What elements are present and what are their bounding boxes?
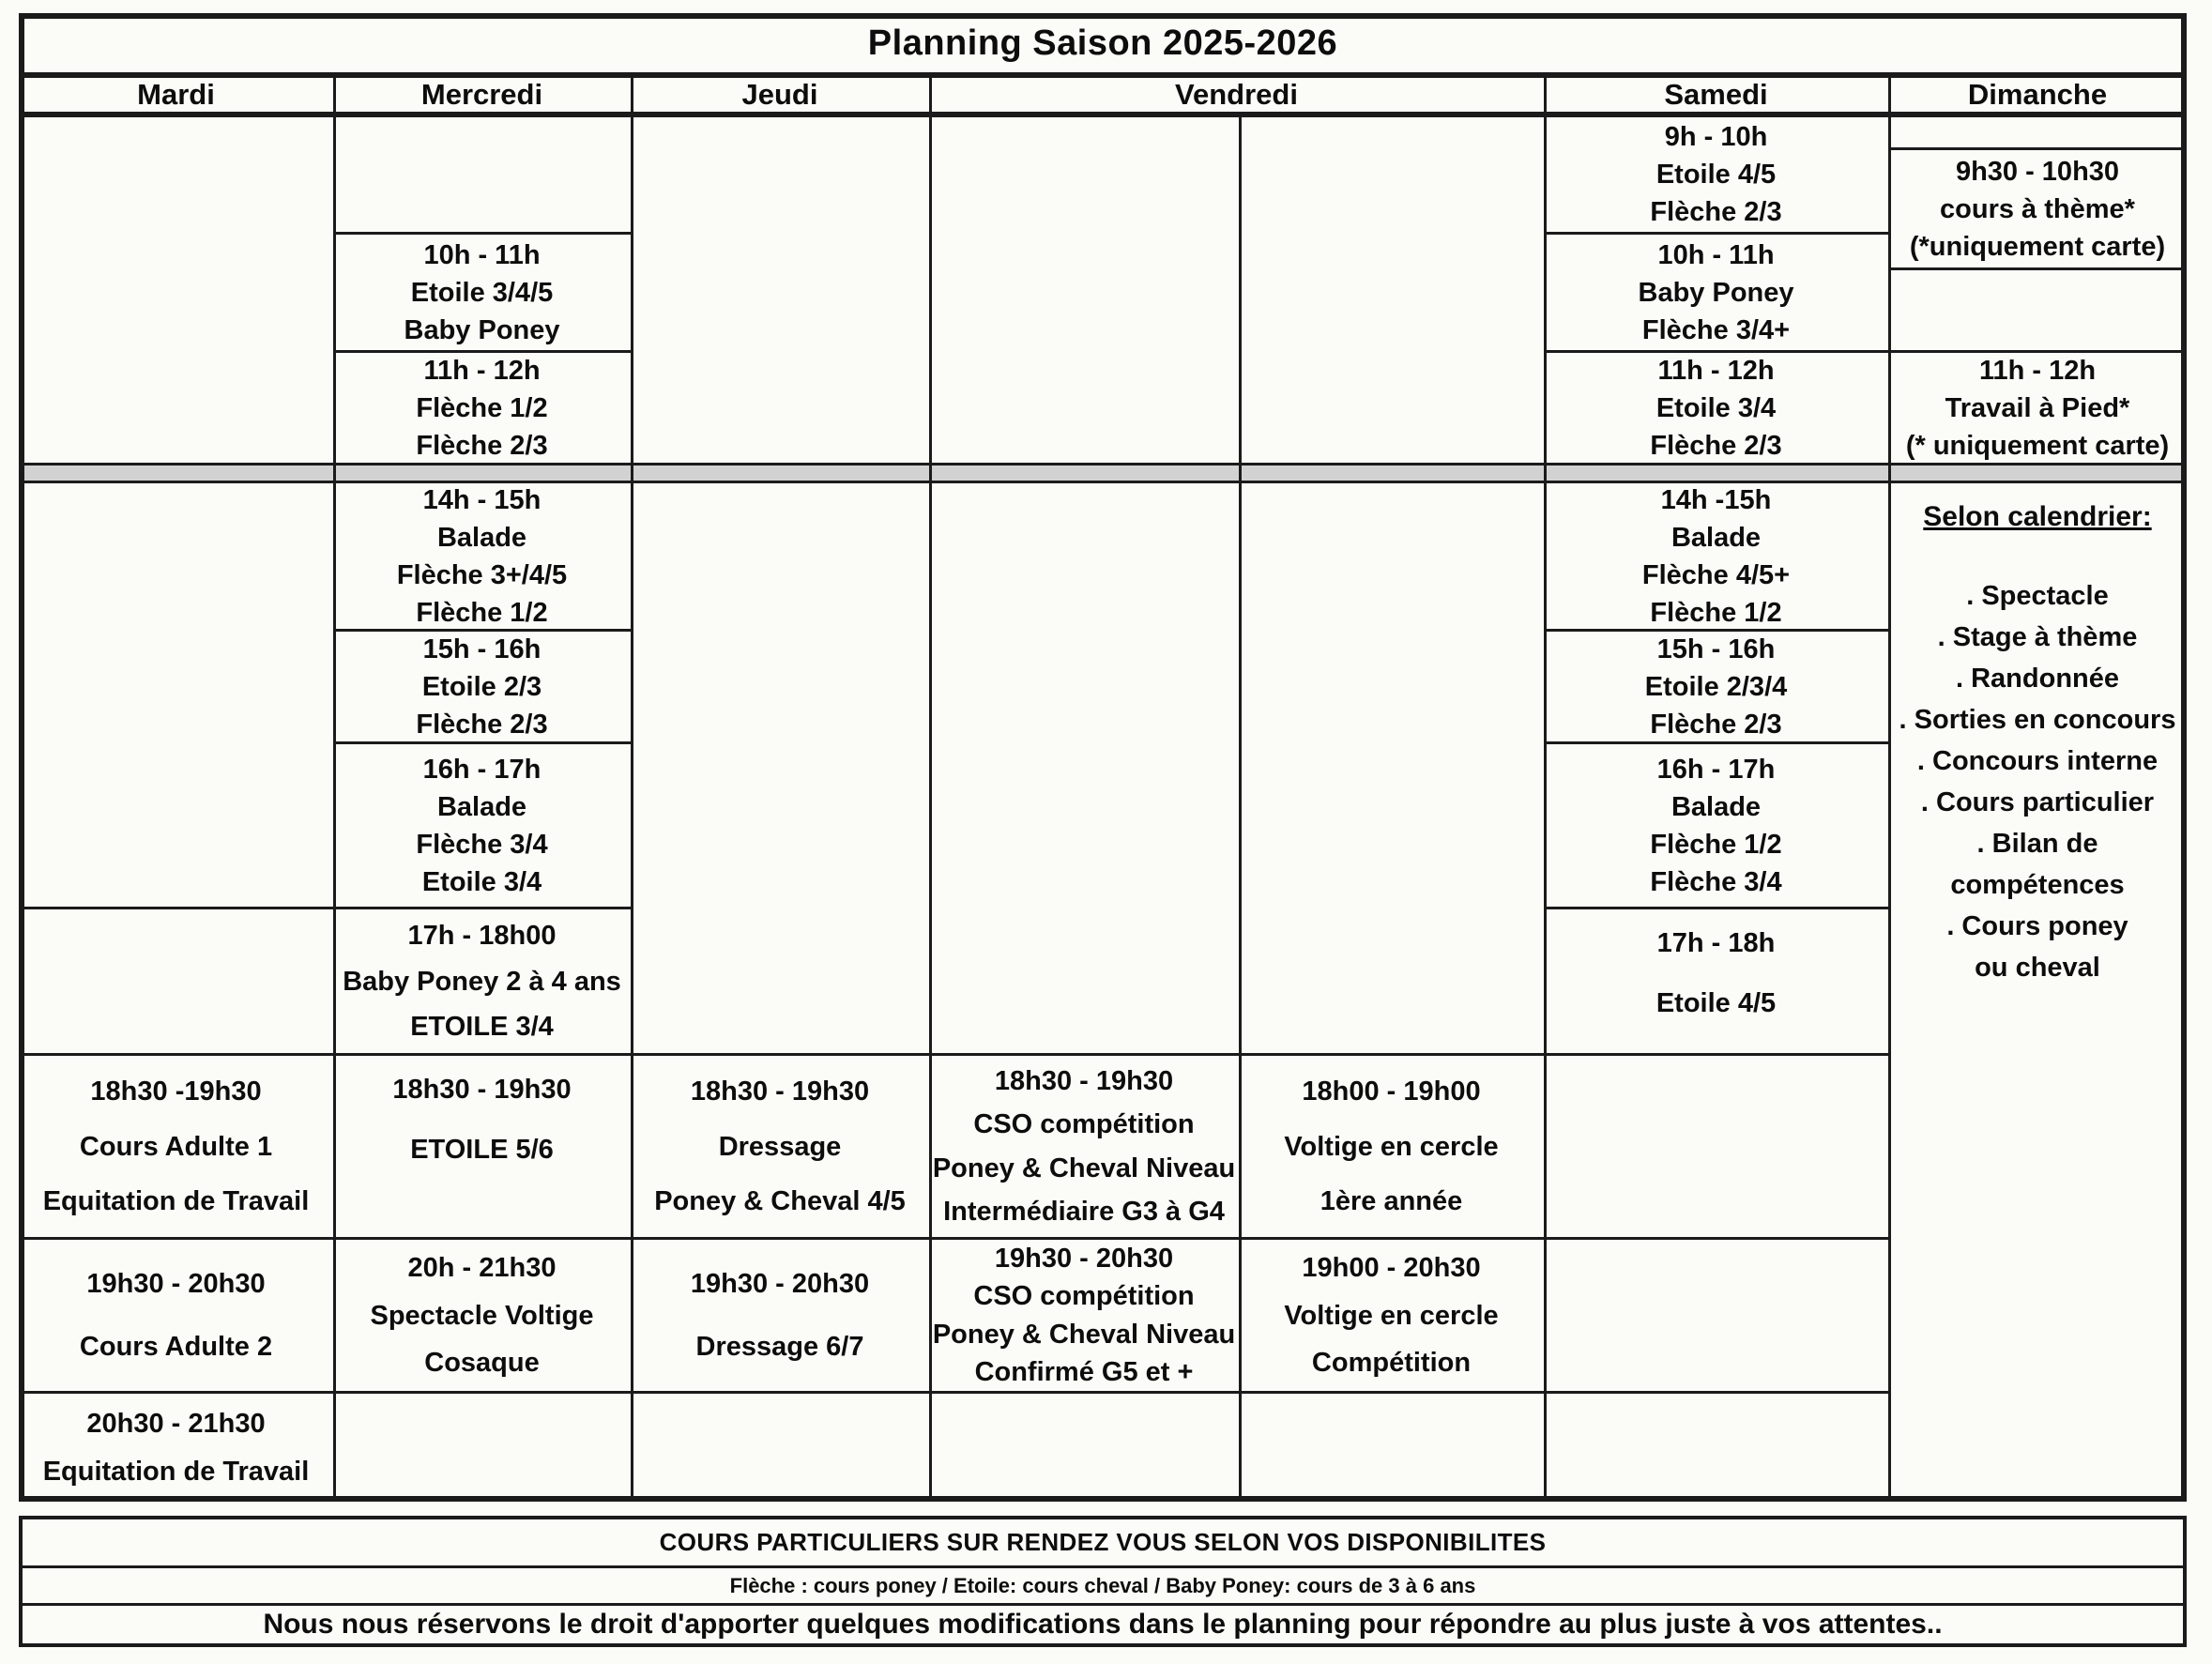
- cell-line: cours à thème*: [1940, 193, 2135, 224]
- cell-samedi-18h30-empty: [1544, 1053, 1888, 1237]
- column-rule: [333, 75, 336, 1502]
- cell-line: (* uniquement carte): [1905, 430, 2170, 461]
- planning-table: [19, 13, 2187, 1502]
- cell-line: Cosaque: [424, 1347, 540, 1378]
- cell-line: Etoile 3/4/5: [410, 277, 554, 308]
- cell-vendredi2-morning-empty: [1239, 114, 1544, 463]
- cell-line: Flèche 1/2: [416, 392, 548, 423]
- cell-line: Cours Adulte 2: [79, 1332, 273, 1362]
- cell-vendredi1-19h30: [929, 1237, 1239, 1391]
- footer-notes: [19, 1516, 2187, 1647]
- cell-line: . Concours interne: [1916, 746, 2159, 776]
- cell-line: Flèche 4/5+: [1641, 559, 1791, 590]
- cell-line: Intermédiaire G3 à G4: [943, 1197, 1225, 1228]
- cell-dimanche-11h: [1888, 350, 2187, 463]
- cell-line: Voltige en cercle: [1284, 1300, 1499, 1331]
- cell-line: CSO compétition: [973, 1109, 1195, 1140]
- cell-line: Spectacle Voltige: [370, 1300, 594, 1331]
- cell-line: 17h - 18h: [1656, 928, 1776, 958]
- cell-mercredi-17h: [333, 907, 631, 1053]
- cell-line: . Bilan de: [1976, 829, 2098, 859]
- cell-vendredi1-late-empty: [929, 1391, 1239, 1502]
- cell-line: 14h -15h: [1660, 484, 1772, 515]
- cell-jeudi-late-empty: [631, 1391, 929, 1502]
- calendar-note-title: Selon calendrier:: [1923, 501, 2152, 532]
- cell-line: Balade: [436, 522, 527, 553]
- cell-line: ou cheval: [1975, 953, 2100, 983]
- cell-samedi-10h: [1544, 232, 1888, 350]
- vendredi-split-rule: [1239, 114, 1242, 1502]
- cell-line: Flèche 3+/4/5: [396, 559, 568, 590]
- cell-samedi-17h: [1544, 907, 1888, 1053]
- cell-line: Etoile 2/3: [421, 671, 542, 702]
- cell-line: 10h - 11h: [1657, 239, 1775, 270]
- column-rule: [1544, 75, 1547, 1502]
- cell-vendredi2-19h: [1239, 1237, 1544, 1391]
- cell-line: Travail à Pied*: [1945, 392, 2130, 423]
- cell-line: 11h - 12h: [423, 355, 541, 386]
- column-rule: [929, 75, 932, 1502]
- cell-line: Balade: [1670, 522, 1762, 553]
- cell-mercredi-early-empty: [333, 114, 631, 232]
- cell-line: Flèche 3/4: [416, 829, 548, 860]
- cell-line: 11h - 12h: [1657, 355, 1775, 386]
- cell-line: Poney & Cheval Niveau: [932, 1319, 1236, 1350]
- cell-line: Flèche 2/3: [1650, 197, 1782, 227]
- cell-line: 19h00 - 20h30: [1302, 1253, 1481, 1284]
- cell-mercredi-18h30: [333, 1053, 631, 1237]
- cell-line: Baby Poney 2 à 4 ans: [343, 966, 621, 997]
- cell-line: Etoile 3/4: [421, 866, 542, 897]
- cell-line: 15h - 16h: [1656, 634, 1776, 664]
- cell-line: Confirmé G5 et +: [974, 1356, 1194, 1387]
- cell-samedi-16h: [1544, 741, 1888, 907]
- cell-line: 15h - 16h: [422, 634, 542, 664]
- cell-line: Equitation de Travail: [42, 1457, 310, 1488]
- cell-samedi-20h30-empty: [1544, 1391, 1888, 1502]
- cell-mercredi-14h: [333, 481, 631, 629]
- cell-mardi-20h30: [19, 1391, 333, 1502]
- cell-line: 18h30 - 19h30: [690, 1076, 870, 1107]
- cell-samedi-15h: [1544, 629, 1888, 741]
- column-header-jeudi: Jeudi: [631, 75, 929, 114]
- cell-mardi-19h30: [19, 1237, 333, 1391]
- cell-line: 19h30 - 20h30: [690, 1269, 870, 1299]
- cell-line: Flèche 2/3: [1650, 430, 1782, 461]
- cell-samedi-19h30-empty: [1544, 1237, 1888, 1391]
- cell-mardi-17h-empty: [19, 907, 333, 1053]
- cell-line: 16h - 17h: [1656, 754, 1776, 785]
- cell-line: Compétition: [1311, 1347, 1472, 1378]
- cell-line: 14h - 15h: [422, 484, 542, 515]
- footer-disclaimer: Nous nous réservons le droit d'apporter quelques modifications dans le planning pour répondre au plus juste à vos attentes..: [23, 1603, 2183, 1643]
- cell-line: . Cours particulier: [1920, 787, 2155, 817]
- cell-vendredi2-18h: [1239, 1053, 1544, 1237]
- cell-mercredi-late-empty: [333, 1391, 631, 1502]
- cell-line: Flèche 1/2: [1650, 597, 1782, 628]
- cell-jeudi-18h30: [631, 1053, 929, 1237]
- page-title: [19, 13, 2187, 75]
- cell-line: Equitation de Travail: [42, 1185, 310, 1216]
- cell-mercredi-11h: [333, 350, 631, 463]
- lunch-break-band: [19, 463, 2187, 481]
- cell-line: 18h30 - 19h30: [392, 1075, 572, 1105]
- cell-line: Dressage: [718, 1131, 842, 1162]
- cell-line: 16h - 17h: [422, 754, 542, 785]
- footer-note-appointments: COURS PARTICULIERS SUR RENDEZ VOUS SELON VOS DISPONIBILITES: [659, 1528, 1547, 1556]
- cell-dimanche-early-empty: [1888, 114, 2187, 147]
- cell-line: Etoile 2/3/4: [1644, 671, 1788, 702]
- cell-line: ETOILE 5/6: [410, 1135, 554, 1165]
- column-header-vendredi: Vendredi: [929, 75, 1544, 114]
- column-header-mercredi: Mercredi: [333, 75, 631, 114]
- cell-line: 20h - 21h30: [407, 1253, 557, 1284]
- cell-line: (*uniquement carte): [1909, 231, 2166, 262]
- cell-line: 18h00 - 19h00: [1302, 1076, 1481, 1107]
- column-rule: [1888, 75, 1891, 1502]
- cell-line: compétences: [1950, 870, 2125, 900]
- cell-line: Etoile 4/5: [1655, 988, 1777, 1018]
- cell-vendredi2-afternoon-empty: [1239, 481, 1544, 1053]
- cell-samedi-11h: [1544, 350, 1888, 463]
- cell-line: Baby Poney: [404, 314, 560, 345]
- cell-mardi-18h30: [19, 1053, 333, 1237]
- cell-vendredi1-morning-empty: [929, 114, 1239, 463]
- cell-line: Flèche 2/3: [416, 709, 548, 740]
- cell-vendredi1-18h30: [929, 1053, 1239, 1237]
- cell-jeudi-morning-empty: [631, 114, 929, 463]
- cell-line: Etoile 3/4: [1655, 392, 1777, 423]
- cell-line: 10h - 11h: [423, 239, 541, 270]
- column-rule: [631, 75, 633, 1502]
- cell-jeudi-19h30: [631, 1237, 929, 1391]
- cell-line: 20h30 - 21h30: [86, 1408, 266, 1439]
- cell-line: Poney & Cheval 4/5: [654, 1185, 906, 1216]
- cell-line: . Sorties en concours: [1899, 705, 2176, 735]
- cell-line: 9h - 10h: [1664, 122, 1768, 152]
- cell-line: 9h30 - 10h30: [1955, 156, 2120, 187]
- column-header-samedi: Samedi: [1544, 75, 1888, 114]
- cell-jeudi-afternoon-empty: [631, 481, 929, 1053]
- column-header-dimanche: Dimanche: [1888, 75, 2187, 114]
- cell-mardi-morning-empty: [19, 114, 333, 463]
- cell-line: 19h30 - 20h30: [994, 1244, 1174, 1275]
- cell-line: 17h - 18h00: [407, 921, 557, 952]
- cell-line: Flèche 2/3: [1650, 709, 1782, 740]
- cell-samedi-14h: [1544, 481, 1888, 629]
- cell-line: CSO compétition: [973, 1281, 1195, 1312]
- cell-line: Flèche 1/2: [1650, 829, 1782, 860]
- cell-line: . Stage à thème: [1937, 622, 2138, 652]
- cell-line: Flèche 2/3: [416, 430, 548, 461]
- cell-line: Voltige en cercle: [1284, 1131, 1499, 1162]
- cell-mercredi-15h: [333, 629, 631, 741]
- cell-line: . Randonnée: [1955, 664, 2119, 694]
- cell-samedi-9h: [1544, 114, 1888, 232]
- cell-mercredi-10h: [333, 232, 631, 350]
- cell-dimanche-9h30: [1888, 147, 2187, 267]
- footer-legend: Flèche : cours poney / Etoile: cours cheval / Baby Poney: cours de 3 à 6 ans: [23, 1565, 2183, 1603]
- cell-line: Etoile 4/5: [1655, 160, 1777, 190]
- cell-line: . Cours poney: [1946, 911, 2128, 941]
- cell-line: ETOILE 3/4: [410, 1011, 554, 1042]
- page-title-text: Planning Saison 2025-2026: [867, 23, 1338, 63]
- cell-line: Poney & Cheval Niveau: [932, 1153, 1236, 1183]
- cell-line: Flèche 3/4: [1650, 866, 1782, 897]
- cell-line: . Spectacle: [1966, 581, 2109, 611]
- cell-mardi-afternoon-empty: [19, 481, 333, 907]
- cell-mercredi-20h: [333, 1237, 631, 1391]
- cell-line: Balade: [436, 791, 527, 822]
- cell-line: 18h30 -19h30: [90, 1076, 262, 1107]
- cell-line: Flèche 1/2: [416, 597, 548, 628]
- cell-line: Cours Adulte 1: [79, 1131, 273, 1162]
- cell-line: Dressage 6/7: [695, 1332, 864, 1362]
- cell-vendredi2-late-empty: [1239, 1391, 1544, 1502]
- cell-line: Flèche 3/4+: [1641, 314, 1791, 345]
- cell-line: 1ère année: [1320, 1185, 1463, 1216]
- cell-line: Baby Poney: [1638, 277, 1794, 308]
- column-header-mardi: Mardi: [19, 75, 333, 114]
- cell-line: 18h30 - 19h30: [994, 1065, 1174, 1096]
- cell-dimanche-mid-empty: [1888, 267, 2187, 350]
- cell-vendredi1-afternoon-empty: [929, 481, 1239, 1053]
- cell-dimanche-calendar: [1888, 481, 2187, 1502]
- cell-line: Balade: [1670, 791, 1762, 822]
- calendar-note-items: [1899, 575, 2176, 988]
- cell-line: 19h30 - 20h30: [86, 1269, 266, 1299]
- cell-mercredi-16h: [333, 741, 631, 907]
- cell-line: 11h - 12h: [1978, 355, 2097, 386]
